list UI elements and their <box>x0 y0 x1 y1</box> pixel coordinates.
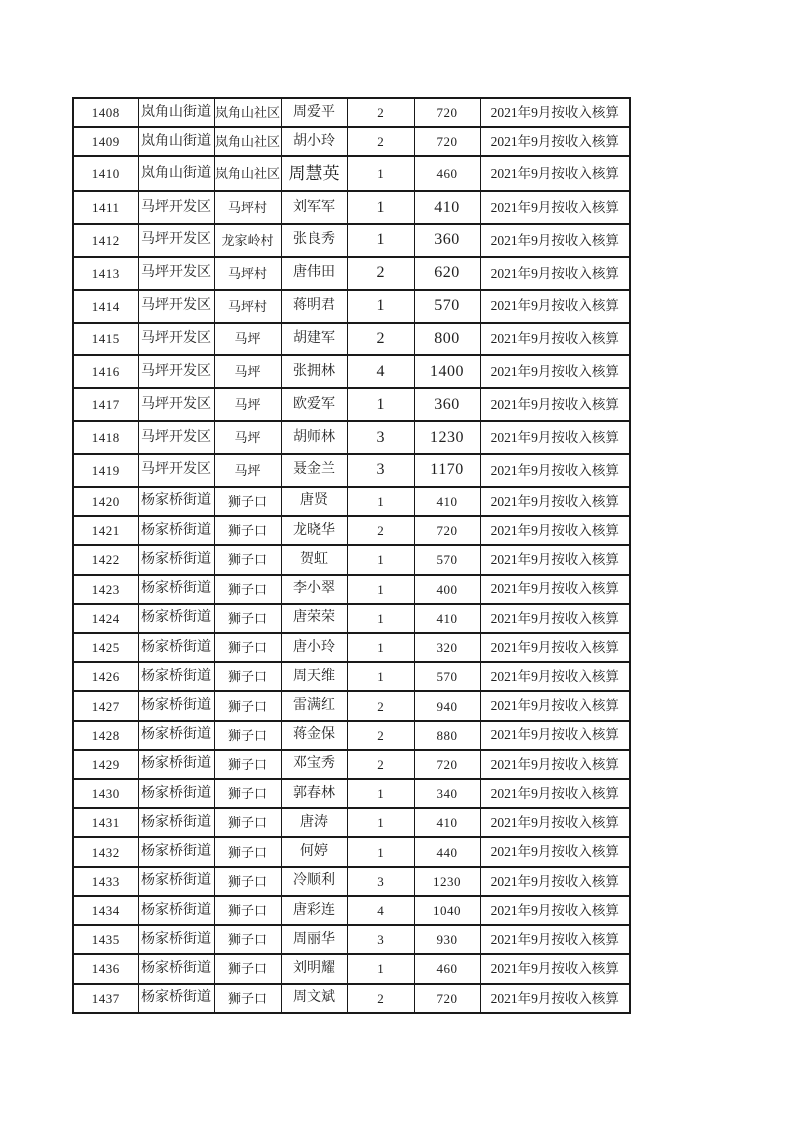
cell-person-count: 3 <box>347 454 414 487</box>
cell-street: 杨家桥街道 <box>138 954 214 983</box>
cell-village: 狮子口 <box>214 545 281 574</box>
table-row <box>73 837 630 866</box>
cell-street: 岚角山街道 <box>138 98 214 127</box>
cell-remark: 2021年9月按收入核算 <box>480 984 630 1013</box>
cell-village: 狮子口 <box>214 984 281 1013</box>
cell-village: 马坪村 <box>214 191 281 224</box>
cell-person-name: 唐荣荣 <box>281 604 347 633</box>
cell-amount: 360 <box>414 388 480 421</box>
cell-person-count: 2 <box>347 691 414 720</box>
cell-person-count: 1 <box>347 837 414 866</box>
cell-amount: 400 <box>414 575 480 604</box>
cell-remark: 2021年9月按收入核算 <box>480 191 630 224</box>
cell-remark: 2021年9月按收入核算 <box>480 808 630 837</box>
cell-remark: 2021年9月按收入核算 <box>480 925 630 954</box>
cell-remark: 2021年9月按收入核算 <box>480 127 630 156</box>
table-row <box>73 224 630 257</box>
cell-amount: 800 <box>414 323 480 356</box>
table-row <box>73 808 630 837</box>
cell-person-name: 唐彩连 <box>281 896 347 925</box>
cell-person-count: 2 <box>347 98 414 127</box>
cell-remark: 2021年9月按收入核算 <box>480 421 630 454</box>
cell-street: 杨家桥街道 <box>138 721 214 750</box>
cell-person-count: 4 <box>347 355 414 388</box>
cell-amount: 570 <box>414 662 480 691</box>
cell-person-name: 李小翠 <box>281 575 347 604</box>
cell-person-name: 郭春林 <box>281 779 347 808</box>
cell-person-count: 1 <box>347 545 414 574</box>
cell-record-id: 1425 <box>73 633 138 662</box>
cell-remark: 2021年9月按收入核算 <box>480 454 630 487</box>
cell-remark: 2021年9月按收入核算 <box>480 867 630 896</box>
table-row <box>73 954 630 983</box>
cell-village: 狮子口 <box>214 750 281 779</box>
table-row <box>73 191 630 224</box>
cell-person-name: 唐贤 <box>281 487 347 516</box>
cell-street: 杨家桥街道 <box>138 750 214 779</box>
cell-record-id: 1421 <box>73 516 138 545</box>
cell-amount: 720 <box>414 127 480 156</box>
cell-record-id: 1411 <box>73 191 138 224</box>
cell-street: 杨家桥街道 <box>138 516 214 545</box>
cell-street: 杨家桥街道 <box>138 779 214 808</box>
cell-remark: 2021年9月按收入核算 <box>480 896 630 925</box>
cell-record-id: 1429 <box>73 750 138 779</box>
cell-street: 杨家桥街道 <box>138 837 214 866</box>
cell-record-id: 1435 <box>73 925 138 954</box>
table-body <box>73 98 630 1013</box>
cell-record-id: 1422 <box>73 545 138 574</box>
cell-person-count: 2 <box>347 516 414 545</box>
cell-person-name: 欧爱军 <box>281 388 347 421</box>
table-row <box>73 779 630 808</box>
cell-record-id: 1437 <box>73 984 138 1013</box>
cell-record-id: 1434 <box>73 896 138 925</box>
cell-amount: 1230 <box>414 867 480 896</box>
cell-amount: 1230 <box>414 421 480 454</box>
cell-person-name: 唐伟田 <box>281 257 347 290</box>
cell-person-name: 龙晓华 <box>281 516 347 545</box>
cell-record-id: 1427 <box>73 691 138 720</box>
cell-person-name: 聂金兰 <box>281 454 347 487</box>
cell-record-id: 1416 <box>73 355 138 388</box>
cell-amount: 1040 <box>414 896 480 925</box>
cell-person-name: 邓宝秀 <box>281 750 347 779</box>
cell-remark: 2021年9月按收入核算 <box>480 604 630 633</box>
cell-amount: 620 <box>414 257 480 290</box>
cell-record-id: 1418 <box>73 421 138 454</box>
cell-amount: 340 <box>414 779 480 808</box>
cell-street: 马坪开发区 <box>138 257 214 290</box>
cell-record-id: 1409 <box>73 127 138 156</box>
cell-record-id: 1419 <box>73 454 138 487</box>
cell-person-name: 胡建军 <box>281 323 347 356</box>
cell-amount: 880 <box>414 721 480 750</box>
cell-person-count: 1 <box>347 779 414 808</box>
table-row <box>73 633 630 662</box>
cell-amount: 720 <box>414 516 480 545</box>
cell-village: 马坪 <box>214 355 281 388</box>
cell-amount: 460 <box>414 954 480 983</box>
cell-person-count: 1 <box>347 604 414 633</box>
cell-remark: 2021年9月按收入核算 <box>480 156 630 191</box>
cell-amount: 720 <box>414 98 480 127</box>
cell-record-id: 1415 <box>73 323 138 356</box>
cell-street: 杨家桥街道 <box>138 691 214 720</box>
cell-record-id: 1417 <box>73 388 138 421</box>
cell-street: 马坪开发区 <box>138 290 214 323</box>
cell-person-count: 2 <box>347 257 414 290</box>
table-row <box>73 388 630 421</box>
cell-village: 马坪 <box>214 388 281 421</box>
cell-person-count: 2 <box>347 323 414 356</box>
cell-amount: 360 <box>414 224 480 257</box>
cell-village: 马坪 <box>214 421 281 454</box>
table-row <box>73 98 630 127</box>
cell-record-id: 1428 <box>73 721 138 750</box>
cell-street: 马坪开发区 <box>138 454 214 487</box>
cell-record-id: 1414 <box>73 290 138 323</box>
cell-person-name: 刘明耀 <box>281 954 347 983</box>
cell-person-name: 贺虹 <box>281 545 347 574</box>
cell-record-id: 1430 <box>73 779 138 808</box>
cell-person-name: 周慧英 <box>281 156 347 191</box>
cell-street: 杨家桥街道 <box>138 925 214 954</box>
table-row <box>73 290 630 323</box>
cell-person-count: 1 <box>347 388 414 421</box>
cell-street: 杨家桥街道 <box>138 575 214 604</box>
cell-street: 岚角山街道 <box>138 156 214 191</box>
cell-remark: 2021年9月按收入核算 <box>480 691 630 720</box>
cell-street: 杨家桥街道 <box>138 867 214 896</box>
cell-person-name: 唐小玲 <box>281 633 347 662</box>
table-row <box>73 323 630 356</box>
cell-village: 马坪 <box>214 323 281 356</box>
cell-street: 杨家桥街道 <box>138 545 214 574</box>
table-row <box>73 575 630 604</box>
cell-record-id: 1433 <box>73 867 138 896</box>
cell-village: 狮子口 <box>214 516 281 545</box>
cell-amount: 940 <box>414 691 480 720</box>
cell-person-name: 胡师林 <box>281 421 347 454</box>
cell-person-count: 1 <box>347 156 414 191</box>
cell-amount: 410 <box>414 808 480 837</box>
cell-village: 马坪 <box>214 454 281 487</box>
cell-street: 马坪开发区 <box>138 355 214 388</box>
table-row <box>73 257 630 290</box>
cell-person-name: 何婷 <box>281 837 347 866</box>
cell-person-count: 4 <box>347 896 414 925</box>
cell-record-id: 1431 <box>73 808 138 837</box>
table-row <box>73 355 630 388</box>
cell-record-id: 1426 <box>73 662 138 691</box>
subsidy-records-table <box>72 97 631 1014</box>
cell-record-id: 1436 <box>73 954 138 983</box>
cell-amount: 410 <box>414 487 480 516</box>
cell-street: 杨家桥街道 <box>138 487 214 516</box>
cell-village: 岚角山社区 <box>214 98 281 127</box>
cell-record-id: 1424 <box>73 604 138 633</box>
cell-person-name: 唐涛 <box>281 808 347 837</box>
cell-person-name: 胡小玲 <box>281 127 347 156</box>
table-row <box>73 896 630 925</box>
cell-person-name: 周丽华 <box>281 925 347 954</box>
cell-person-name: 周文斌 <box>281 984 347 1013</box>
cell-amount: 570 <box>414 545 480 574</box>
cell-village: 狮子口 <box>214 808 281 837</box>
cell-village: 狮子口 <box>214 896 281 925</box>
table-row <box>73 454 630 487</box>
cell-remark: 2021年9月按收入核算 <box>480 779 630 808</box>
cell-amount: 320 <box>414 633 480 662</box>
table-row <box>73 156 630 191</box>
cell-street: 杨家桥街道 <box>138 984 214 1013</box>
cell-person-name: 刘军军 <box>281 191 347 224</box>
cell-person-count: 2 <box>347 721 414 750</box>
cell-amount: 1170 <box>414 454 480 487</box>
cell-remark: 2021年9月按收入核算 <box>480 257 630 290</box>
cell-person-count: 1 <box>347 191 414 224</box>
cell-person-count: 2 <box>347 127 414 156</box>
cell-person-count: 1 <box>347 808 414 837</box>
cell-remark: 2021年9月按收入核算 <box>480 323 630 356</box>
cell-street: 杨家桥街道 <box>138 633 214 662</box>
cell-amount: 720 <box>414 984 480 1013</box>
cell-person-count: 1 <box>347 954 414 983</box>
cell-amount: 720 <box>414 750 480 779</box>
cell-village: 狮子口 <box>214 779 281 808</box>
cell-remark: 2021年9月按收入核算 <box>480 750 630 779</box>
cell-remark: 2021年9月按收入核算 <box>480 487 630 516</box>
cell-person-count: 1 <box>347 633 414 662</box>
cell-person-count: 3 <box>347 925 414 954</box>
cell-record-id: 1412 <box>73 224 138 257</box>
cell-record-id: 1432 <box>73 837 138 866</box>
table-row <box>73 516 630 545</box>
table-row <box>73 750 630 779</box>
cell-amount: 930 <box>414 925 480 954</box>
cell-person-count: 2 <box>347 750 414 779</box>
cell-village: 狮子口 <box>214 691 281 720</box>
cell-village: 岚角山社区 <box>214 127 281 156</box>
cell-person-name: 张良秀 <box>281 224 347 257</box>
cell-person-name: 蒋金保 <box>281 721 347 750</box>
cell-village: 狮子口 <box>214 575 281 604</box>
cell-amount: 570 <box>414 290 480 323</box>
cell-amount: 440 <box>414 837 480 866</box>
cell-person-name: 张拥林 <box>281 355 347 388</box>
cell-street: 马坪开发区 <box>138 191 214 224</box>
cell-person-name: 周爱平 <box>281 98 347 127</box>
cell-village: 狮子口 <box>214 925 281 954</box>
cell-street: 马坪开发区 <box>138 323 214 356</box>
cell-remark: 2021年9月按收入核算 <box>480 388 630 421</box>
cell-amount: 1400 <box>414 355 480 388</box>
table-row <box>73 867 630 896</box>
cell-person-name: 雷满红 <box>281 691 347 720</box>
cell-person-count: 1 <box>347 290 414 323</box>
cell-remark: 2021年9月按收入核算 <box>480 545 630 574</box>
cell-person-count: 3 <box>347 421 414 454</box>
cell-remark: 2021年9月按收入核算 <box>480 224 630 257</box>
cell-remark: 2021年9月按收入核算 <box>480 355 630 388</box>
cell-person-count: 1 <box>347 575 414 604</box>
table-row <box>73 984 630 1013</box>
table-row <box>73 421 630 454</box>
cell-person-count: 2 <box>347 984 414 1013</box>
cell-person-count: 1 <box>347 662 414 691</box>
cell-village: 狮子口 <box>214 867 281 896</box>
cell-record-id: 1408 <box>73 98 138 127</box>
cell-village: 狮子口 <box>214 487 281 516</box>
cell-village: 狮子口 <box>214 721 281 750</box>
table-row <box>73 691 630 720</box>
cell-remark: 2021年9月按收入核算 <box>480 98 630 127</box>
cell-street: 岚角山街道 <box>138 127 214 156</box>
table-row <box>73 662 630 691</box>
cell-remark: 2021年9月按收入核算 <box>480 516 630 545</box>
cell-village: 狮子口 <box>214 954 281 983</box>
cell-record-id: 1410 <box>73 156 138 191</box>
cell-village: 狮子口 <box>214 837 281 866</box>
cell-village: 龙家岭村 <box>214 224 281 257</box>
cell-amount: 410 <box>414 191 480 224</box>
cell-village: 狮子口 <box>214 633 281 662</box>
cell-street: 杨家桥街道 <box>138 604 214 633</box>
cell-person-count: 3 <box>347 867 414 896</box>
cell-street: 马坪开发区 <box>138 224 214 257</box>
cell-person-name: 冷顺利 <box>281 867 347 896</box>
cell-remark: 2021年9月按收入核算 <box>480 721 630 750</box>
cell-remark: 2021年9月按收入核算 <box>480 954 630 983</box>
cell-village: 狮子口 <box>214 662 281 691</box>
cell-remark: 2021年9月按收入核算 <box>480 837 630 866</box>
cell-amount: 410 <box>414 604 480 633</box>
table-row <box>73 127 630 156</box>
cell-person-name: 周天维 <box>281 662 347 691</box>
table-row <box>73 487 630 516</box>
cell-amount: 460 <box>414 156 480 191</box>
cell-remark: 2021年9月按收入核算 <box>480 662 630 691</box>
table-row <box>73 545 630 574</box>
cell-village: 狮子口 <box>214 604 281 633</box>
cell-street: 马坪开发区 <box>138 388 214 421</box>
table-row <box>73 721 630 750</box>
cell-village: 岚角山社区 <box>214 156 281 191</box>
cell-record-id: 1420 <box>73 487 138 516</box>
cell-village: 马坪村 <box>214 290 281 323</box>
table-row <box>73 925 630 954</box>
table-row <box>73 604 630 633</box>
cell-street: 杨家桥街道 <box>138 662 214 691</box>
cell-remark: 2021年9月按收入核算 <box>480 575 630 604</box>
cell-village: 马坪村 <box>214 257 281 290</box>
cell-person-count: 1 <box>347 224 414 257</box>
cell-record-id: 1423 <box>73 575 138 604</box>
cell-remark: 2021年9月按收入核算 <box>480 290 630 323</box>
cell-street: 马坪开发区 <box>138 421 214 454</box>
cell-person-count: 1 <box>347 487 414 516</box>
cell-person-name: 蒋明君 <box>281 290 347 323</box>
cell-street: 杨家桥街道 <box>138 896 214 925</box>
cell-record-id: 1413 <box>73 257 138 290</box>
cell-street: 杨家桥街道 <box>138 808 214 837</box>
cell-remark: 2021年9月按收入核算 <box>480 633 630 662</box>
